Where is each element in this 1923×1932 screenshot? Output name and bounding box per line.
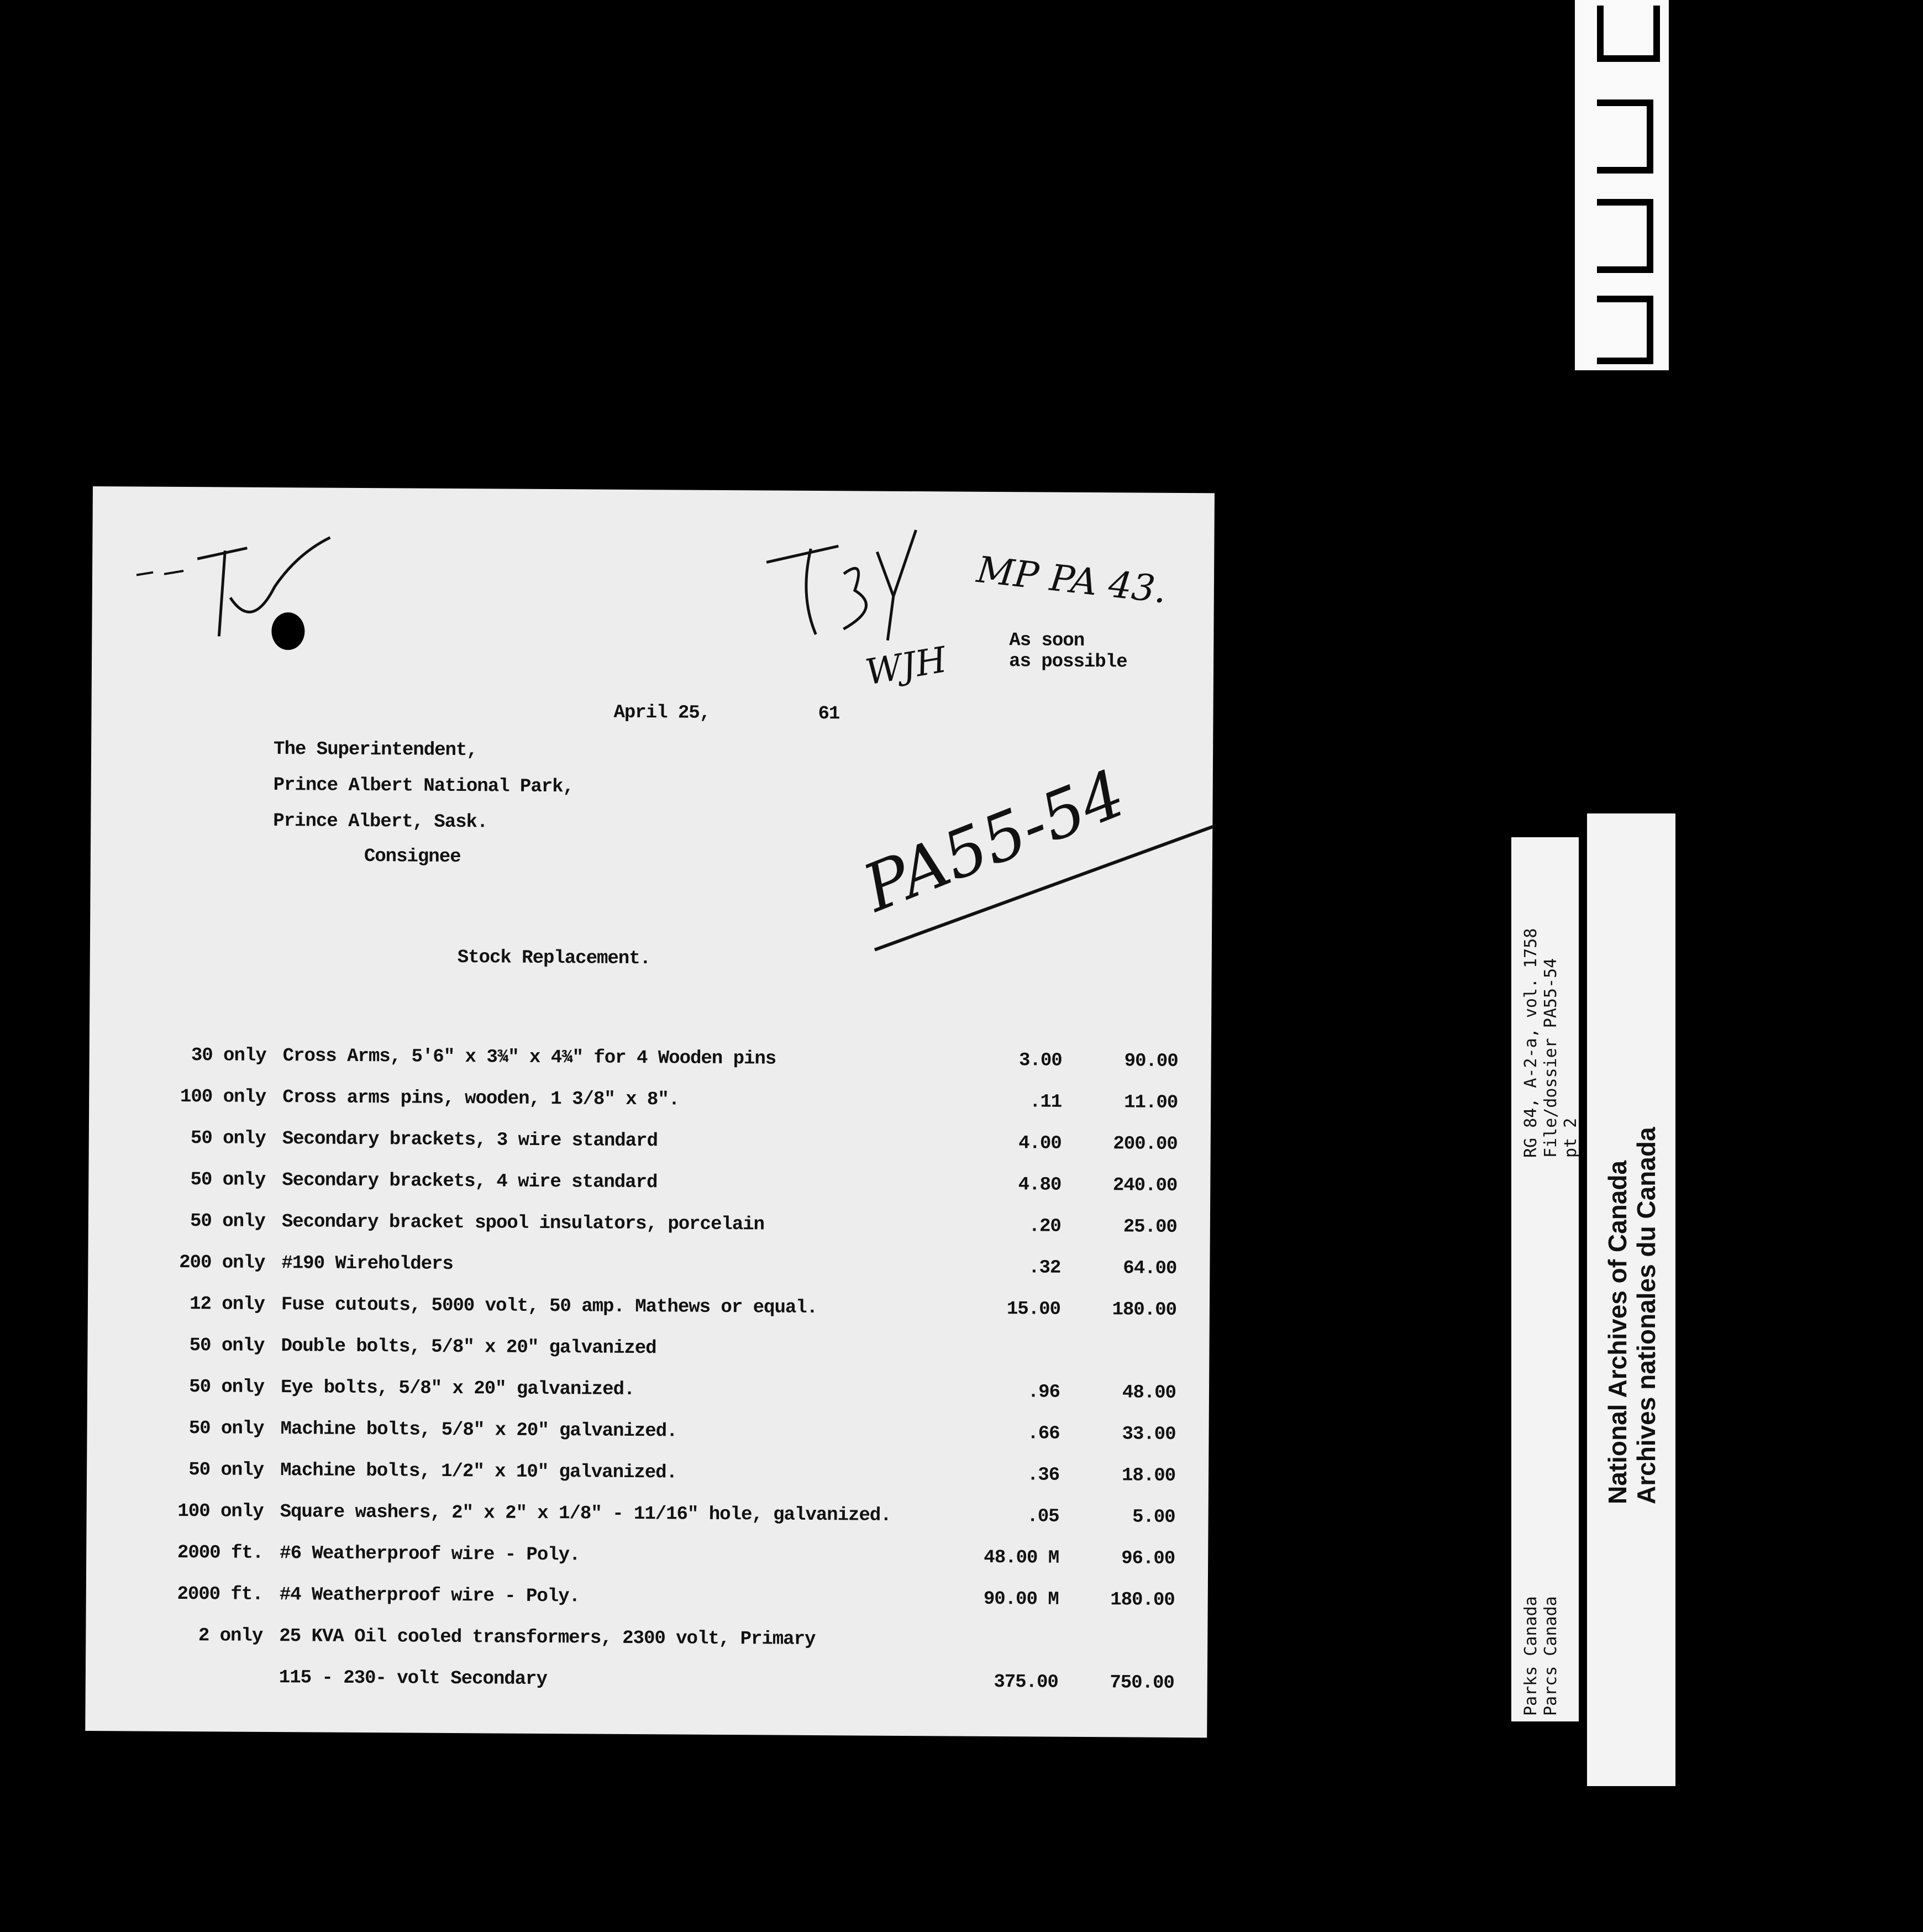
item-qty: 50 only [190, 1211, 265, 1232]
frame-mark [1597, 296, 1653, 364]
film-frame-strip [1575, 0, 1669, 370]
letter-date: April 25, [613, 702, 711, 724]
table-row [89, 1127, 1211, 1167]
subject-line: Stock Replacement. [457, 947, 651, 970]
archives-name-label [1587, 813, 1675, 1786]
item-description: Square washers, 2" x 2" x 1/8" - 11/16" hole, galvanized. [280, 1502, 891, 1526]
item-description: #6 Weatherproof wire - Poly. [280, 1543, 580, 1566]
item-extended-price: 33.00 [1122, 1424, 1176, 1446]
item-description: Secondary bracket spool insulators, porcelain [281, 1211, 765, 1236]
table-row [86, 1583, 1208, 1623]
item-description: Machine bolts, 5/8" x 20" galvanized. [280, 1419, 677, 1442]
addressee-line-2: Prince Albert National Park, [273, 775, 574, 798]
item-unit-price: 90.00 M [983, 1588, 1059, 1610]
item-extended-price: 90.00 [1124, 1051, 1178, 1073]
item-unit-price: .66 [1027, 1423, 1060, 1445]
item-description: Secondary brackets, 4 wire standard [282, 1170, 658, 1194]
frame-mark [1597, 6, 1660, 62]
reference-line-3: pt 2 [1561, 1117, 1580, 1158]
item-unit-price [950, 1340, 1060, 1341]
item-unit-price: 48.00 M [984, 1547, 1059, 1569]
item-qty: 50 only [190, 1128, 266, 1149]
urgency-line-2: as possible [1008, 651, 1127, 673]
item-extended-price: 180.00 [1112, 1299, 1177, 1321]
item-extended-price: 200.00 [1113, 1133, 1178, 1156]
item-qty: 50 only [188, 1418, 264, 1440]
table-row [86, 1542, 1208, 1582]
item-extended-price: 18.00 [1121, 1465, 1176, 1487]
letter-year: 61 [818, 704, 840, 725]
frame-mark [1597, 99, 1653, 174]
item-qty: 2000 ft. [177, 1583, 263, 1605]
item-unit-price: 4.00 [1018, 1133, 1062, 1154]
item-qty: 100 only [180, 1086, 266, 1108]
file-number-handwritten: PA55-54 [853, 755, 1135, 927]
table-row [87, 1418, 1209, 1457]
item-unit-price: 375.00 [994, 1672, 1058, 1693]
item-unit-price: .05 [1027, 1506, 1059, 1527]
addressee-line-3: Prince Albert, Sask. [273, 811, 488, 833]
initials-center [755, 518, 932, 646]
item-unit-price: .96 [1027, 1382, 1060, 1403]
archives-name-en: National Archives of Canada [1603, 1160, 1632, 1504]
agency-name-en: Parks Canada [1521, 1596, 1541, 1716]
item-qty: 2 only [198, 1625, 263, 1647]
item-description: Secondary brackets, 3 wire standard [282, 1128, 658, 1152]
item-extended-price: 64.00 [1123, 1258, 1177, 1280]
item-description: Cross arms pins, wooden, 1 3/8" x 8". [282, 1087, 680, 1111]
archive-reference-label [1511, 837, 1579, 1721]
wj-initials: WJH [862, 639, 950, 694]
table-row [88, 1293, 1210, 1333]
item-extended-price: 5.00 [1132, 1506, 1175, 1528]
item-description: 25 KVA Oil cooled transformers, 2300 volt, Primary [279, 1626, 816, 1651]
reference-line-2: File/dossier PA55-54 [1541, 958, 1561, 1158]
item-unit-price: 3.00 [1018, 1050, 1062, 1072]
item-description: 115 - 230- volt Secondary [279, 1667, 548, 1691]
table-row [89, 1044, 1211, 1084]
item-unit-price: 4.80 [1018, 1174, 1062, 1196]
letter-page [85, 486, 1215, 1737]
item-description: Fuse cutouts, 5000 volt, 50 amp. Mathews or equal. [281, 1294, 818, 1319]
item-qty: 200 only [179, 1252, 265, 1274]
item-qty: 12 only [190, 1294, 265, 1315]
table-row [87, 1376, 1209, 1416]
agency-name-fr: Parcs Canada [1541, 1596, 1561, 1716]
item-qty: 30 only [191, 1045, 266, 1067]
item-extended-price: 48.00 [1122, 1382, 1176, 1404]
item-description: #190 Wireholders [281, 1253, 453, 1275]
item-extended-price: 180.00 [1110, 1589, 1175, 1611]
table-row [87, 1459, 1209, 1499]
item-qty: 50 only [189, 1377, 265, 1398]
item-qty: 2000 ft. [177, 1542, 264, 1564]
item-unit-price: .36 [1027, 1464, 1060, 1486]
item-extended-price: 25.00 [1123, 1216, 1177, 1238]
item-description: Double bolts, 5/8" x 20" galvanized [281, 1336, 656, 1359]
table-row [88, 1210, 1210, 1250]
file-ref-handwritten: MP PA 43. [974, 548, 1169, 612]
item-extended-price: 240.00 [1112, 1175, 1178, 1197]
table-row [87, 1335, 1209, 1374]
urgency-line-1: As soon [1009, 630, 1085, 652]
item-qty: 50 only [190, 1169, 266, 1191]
item-extended-price: 96.00 [1121, 1548, 1175, 1569]
addressee-line-4: Consignee [364, 846, 461, 868]
item-qty [130, 1666, 262, 1667]
item-unit-price: .32 [1028, 1257, 1061, 1279]
reference-line-1: RG 84, A-2-a, vol. 1758 [1521, 928, 1541, 1158]
item-unit-price: .11 [1029, 1091, 1062, 1113]
table-row [86, 1625, 1207, 1665]
item-qty: 100 only [177, 1500, 264, 1523]
table-row [89, 1086, 1211, 1126]
file-number-underline [864, 801, 1215, 969]
table-row [86, 1666, 1207, 1706]
table-row [88, 1169, 1210, 1209]
item-description: Eye bolts, 5/8" x 20" galvanized. [280, 1377, 635, 1401]
item-unit-price: 15.00 [1006, 1299, 1061, 1320]
item-extended-price: 750.00 [1110, 1672, 1174, 1694]
item-description: Cross Arms, 5'6" x 3¾" x 4¾" for 4 Wooden pins [282, 1046, 776, 1070]
table-row [86, 1500, 1208, 1540]
frame-mark [1597, 199, 1653, 273]
item-extended-price: 11.00 [1124, 1092, 1178, 1114]
item-description: #4 Weatherproof wire - Poly. [279, 1584, 580, 1608]
addressee-line-1: The Superintendent, [273, 739, 477, 762]
item-description: Machine bolts, 1/2" x 10" galvanized. [280, 1460, 677, 1484]
archives-name-fr: Archives nationales du Canada [1632, 1127, 1661, 1504]
item-qty: 50 only [189, 1335, 265, 1357]
item-unit-price: .20 [1028, 1216, 1061, 1237]
items-table [85, 1044, 1211, 1736]
initials-top-left [130, 519, 352, 653]
item-qty: 50 only [188, 1460, 264, 1481]
table-row [88, 1252, 1210, 1292]
